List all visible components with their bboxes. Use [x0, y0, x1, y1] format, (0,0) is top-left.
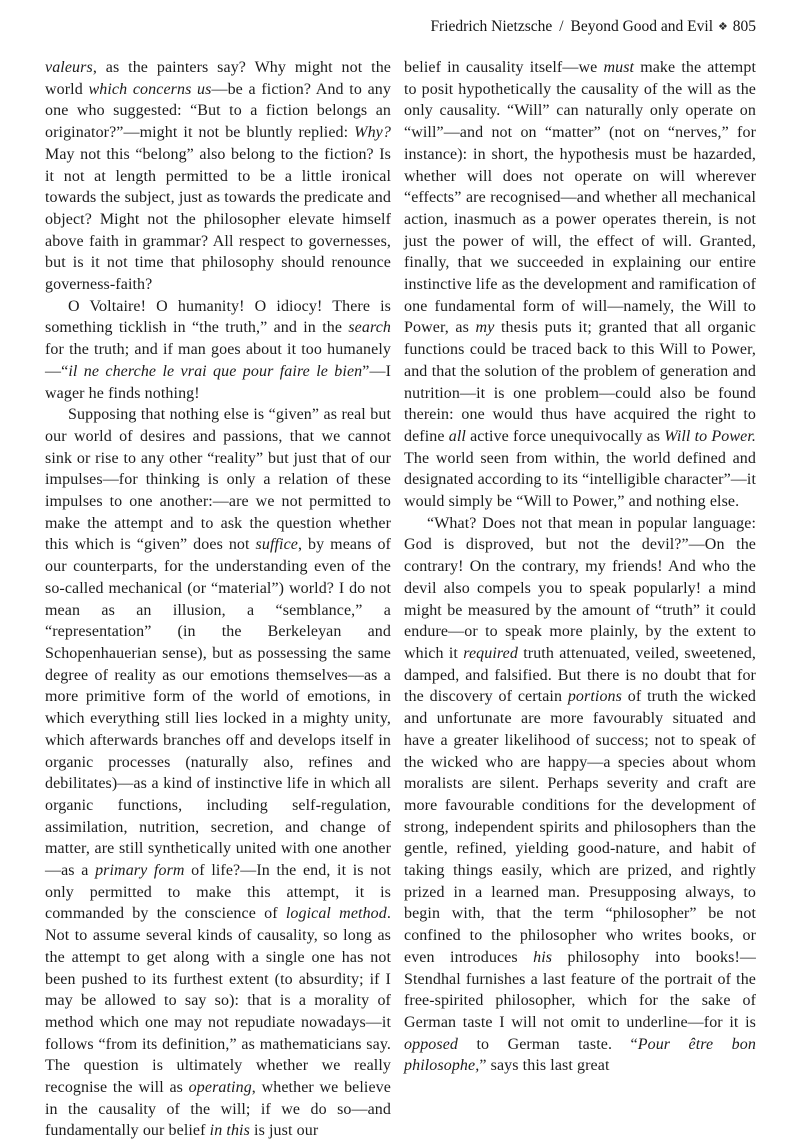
left-column — [45, 57, 391, 1142]
paragraph: O Voltaire! O humanity! O idiocy! There is something ticklish in “the truth,” and in the search for the truth; and if man goes about it too humanely—“il ne cherche le vrai que pour faire le bien”—I wager he finds nothing! — [45, 297, 391, 402]
paragraph: belief in causality itself—we must make the attempt to posit hypothetically the causality of the will as the only causality. “Will” can naturally only operate on “will”—and not on “matter” (not on “nerves,” for instance): in short, the hypothesis must be hazarded, whether will does not operate on will wherever “effects” are recognised—and whether all mechanical action, inasmuch as a power operates therein, is not just the power of will, the effect of will. Granted, finally, that we succeeded in explaining our entire instinctive life as the development and ramification of one fundamental form of will—namely, the Will to Power, as my thesis puts it; granted that all organic functions could be traced back to this Will to Power, and that the solution of the problem of generation and nutrition—it is one problem—could also be found therein: one would thus have acquired the right to define all active force unequivocally as Will to Power. The world seen from within, the world defined and designated according to its “intelligible character”—it would simply be “Will to Power,” and nothing else. — [404, 59, 756, 511]
text-columns — [45, 57, 756, 1142]
header-author: Friedrich Nietzsche — [430, 18, 553, 35]
header-page-number: 805 — [732, 18, 756, 35]
paragraph: “What? Does not that mean in popular language: God is disproved, but not the devil?”—On the contrary! On the contrary, my friends! And who the devil also compels you to speak popularly! a mind might be measured by the amount of “truth” it could endure—or to speak more plainly, by the extent to which it required truth attenuated, veiled, sweetened, damped, and falsified. But there is no doubt that for the discovery of certain portions of truth the wicked and unfortunate are more favourably situated and have a greater likelihood of success; not to speak of the wicked who are happy—a species about whom moralists are silent. Perhaps severity and craft are more favourable conditions for the development of strong, independent spirits and philosophers than the gentle, refined, yielding good-nature, and habit of taking things easily, which are prized, and rightly prized in a learned man. Presupposing always, to begin with, that the term “philosopher” be not confined to the philosopher who writes books, or even introduces his philosophy into books!—Stendhal furnishes a last feature of the portrait of the free-spirited philosopher, which for the sake of German taste I will not omit to underline—for it is opposed to German taste. “Pour être bon philosophe,” says this last great — [404, 514, 756, 1075]
header-book-title: Beyond Good and Evil — [570, 18, 713, 35]
paragraph: Supposing that nothing else is “given” as real but our world of desires and passions, that we cannot sink or rise to any other “reality” but just that of our impulses—for thinking is only a relation of these impulses to one another:—are we not permitted to make the attempt and to ask the question whether this which is “given” does not suffice, by means of our counterparts, for the understanding even of the so-called mechanical (or “material”) world? I do not mean as an illusion, a “semblance,” a “representation” (in the Berkeleyan and Schopenhauerian sense), but as possessing the same degree of reality as our emotions themselves—as a more primitive form of the world of emotions, in which everything still lies locked in a mighty unity, which afterwards branches off and develops itself in organic processes (naturally also, refines and debilitates)—as a kind of instinctive life in which all organic functions, including self-regulation, assimilation, nutrition, secretion, and change of matter, are still synthetically united with one another—as a primary form of life?—In the end, it is not only permitted to make this attempt, it is commanded by the conscience of logical method. Not to assume several kinds of causality, so long as the attempt to get along with a single one has not been pushed to its furthest extent (to absurdity; if I may be allowed to say so): that is a morality of method which one may not repudiate nowadays—it follows “from its definition,” as mathematicians say. The question is ultimately whether we really recognise the will as operating, whether we believe in the causality of the will; if we do so—and fundamentally our belief in this is just our — [45, 406, 391, 1140]
running-header — [45, 18, 756, 37]
right-column — [404, 57, 756, 1142]
header-separator: / — [559, 18, 564, 35]
diamond-ornament-icon: ❖ — [717, 20, 728, 33]
paragraph: valeurs, as the painters say? Why might not the world which concerns us—be a fiction? And to any one who suggested: “But to a fiction belongs an originator?”—might it not be bluntly replied: Why? May not this “belong” also belong to the fiction? Is it not at length permitted to be a little ironical towards the subject, just as towards the predicate and object? Might not the philosopher elevate himself above faith in grammar? All respect to governesses, but is it not time that philosophy should renounce governess-faith? — [45, 59, 391, 294]
